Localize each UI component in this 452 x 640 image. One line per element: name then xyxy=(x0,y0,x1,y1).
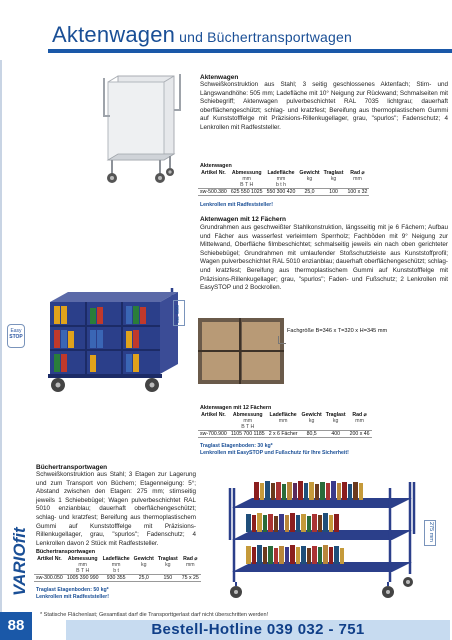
col-artikel: Artikel Nr. xyxy=(201,170,226,176)
unit-cell: mm xyxy=(243,418,253,424)
product1-table-title: Aktenwagen xyxy=(200,163,232,169)
product2-height-tag xyxy=(173,300,185,326)
subunit-cell: B T H xyxy=(240,182,254,188)
cell-gewicht: 25,0 xyxy=(132,575,156,582)
col-abmessung: Abmessung xyxy=(231,170,262,176)
product2-note2: Lenkrollen mit EasySTOP und Fußschutz für Ihre Sicherheit! xyxy=(200,450,349,456)
footnote: * Statische Flächenlast; Gesamtlast darf die Transporttgerlast darf nicht überschritten werden! xyxy=(40,612,269,618)
cell-abmessung: 1105 700 1185 xyxy=(230,431,265,437)
page-title xyxy=(52,22,352,48)
blue-12-compartment-cart-image xyxy=(40,286,190,394)
product3-table-title: Büchertransportwagen xyxy=(36,549,96,555)
product2-table-title: Aktenwagen mit 12 Fächern xyxy=(200,405,272,411)
col-traglast: Traglast xyxy=(325,412,346,418)
cell-ladeflaeche: 2 x 6 Fächer xyxy=(268,431,298,437)
unit-cell: mm xyxy=(78,562,88,568)
col-artikel: Artikel Nr. xyxy=(201,412,226,418)
header-rule xyxy=(48,49,452,53)
cell-traglast: 400 xyxy=(324,431,348,438)
unit-cell: kg xyxy=(332,418,339,424)
product3-note1: Traglast Etagenboden: 50 kg* xyxy=(36,587,109,593)
cell-abmessung: 625 550 1025 xyxy=(230,189,263,195)
product1-title: Aktenwagen xyxy=(200,74,239,81)
product3-description: Schweißkonstruktion aus Stahl; 3 Etagen zur Lagerung und zum Transport von Büchern; Etagenneigung: 5°; Abstand zwischen den Etagen: 275 mm; stirnseitig jeweils 1 Schiebebügel; Wagen pulverbeschichtet RAL 5010 enzianblau; dauerhaft oberflächengeschützt; schlag- und kratzfest; Bereifung aus thermoplastischem Gummi auf Kunststofffelge mit Präzisions-Rillenkugellager, grau, "spurlos"; Fadenschutz; 4 Lenkrollen davon 2 Stück mit Radfeststeller. xyxy=(36,471,196,547)
brand-logo xyxy=(8,516,30,596)
subunit-cell: B T H xyxy=(241,424,255,430)
product1-note: Lenkrollen mit Radfeststeller! xyxy=(200,202,273,208)
grey-file-cart-image xyxy=(100,70,190,188)
table-row xyxy=(34,575,201,582)
unit-cell: mm xyxy=(278,418,288,424)
unit-cell: kg xyxy=(306,176,313,182)
col-gewicht: Gewicht xyxy=(301,412,322,418)
badge-line1: Easy xyxy=(10,328,22,334)
sidebar-strip xyxy=(0,60,2,620)
product3-height-label: 275 mm xyxy=(428,522,434,542)
col-rad: Rad ⌀ xyxy=(350,170,365,176)
easystop-badge-icon xyxy=(7,324,25,348)
cell-gewicht: 25,0 xyxy=(297,189,321,196)
fach-pointer xyxy=(278,336,286,344)
unit-cell: mm xyxy=(355,418,364,424)
unit-cell: mm xyxy=(242,176,252,182)
cell-abmessung: 1005 390 990 xyxy=(66,575,99,581)
unit-cell: kg xyxy=(330,176,337,182)
col-traglast: Traglast xyxy=(323,170,344,176)
product3-table xyxy=(34,556,201,582)
brand-text: VARIOfit xyxy=(10,527,29,596)
cell-traglast: 150 xyxy=(156,575,180,582)
col-artikel: Artikel Nr. xyxy=(37,556,62,562)
col-rad: Rad ⌀ xyxy=(352,412,367,418)
product2-description: Grundrahmen aus geschweißter Stahlkonstruktion, längsseitig mit je 6 Fächern; Aufbau und Fächer aus wasserfest verleimtem Sperrholz; Fachböden mit 9° Neigung zur Mittelwand, Oberfläche filmbeschichtet; schmalseitig jeweils ein nach oben gerichteter Schiebebügel; Grundrahmen mit umlaufender Stoßschutzleiste aus Kunststoffprofil; Wagen pulverbeschichtet RAL 5010 enzianblau; dauerhaft oberflächengeschützt; schlag- und kratzfest; Bereifung aus thermoplastischem Gummi auf Kunststofffelge mit Präzisions-Rillenkugellager; grau, "spurlos"; Faden- und Fußschutz; 2 Lenkrollen mit EasySTOP und 2 Bockrollen. xyxy=(200,224,448,292)
col-gewicht: Gewicht xyxy=(299,170,320,176)
product1-table xyxy=(198,170,369,196)
product3-title: Büchertransportwagen xyxy=(36,464,108,471)
unit-cell: kg xyxy=(308,418,315,424)
product2-title: Aktenwagen mit 12 Fächern xyxy=(200,216,286,223)
cell-ladeflaeche: 550 300 420 xyxy=(266,189,296,195)
compartment-detail-image xyxy=(196,316,286,386)
unit-cell: kg xyxy=(141,562,147,568)
unit-cell: kg xyxy=(165,562,171,568)
product2-table xyxy=(198,412,372,438)
product3-height-tag xyxy=(424,520,436,546)
product1-description: Schweißkonstruktion aus Stahl; 3 seitig geschlossenes Aktenfach; Stirn- und Längswandhöhe: 505 mm; Ladefläche mit 10° Neigung zur Rückwand; Schmalseiten mit Schiebegriff; Aktenwagen pulverbeschichtet RAL 7035 lichtgrau; dauerhaft oberflächengeschützt; schlag- und kratzfest; Bereifung aus thermoplastischem Gummi auf Kunststofffelge mit Präzisions-Rillenkugellager, grau, "spurlos"; Fadenschutz; 4 Lenkrollen mit Radfeststeller. xyxy=(200,81,448,131)
hotline-banner xyxy=(66,620,450,640)
page-number: 88 xyxy=(0,612,32,640)
subunit-cell: B T H xyxy=(76,568,90,574)
unit-cell: mm xyxy=(111,562,121,568)
col-abmessung: Abmessung xyxy=(67,556,98,562)
cell-traglast: 100 xyxy=(322,189,346,196)
product2-note1: Traglast Etagenboden: 30 kg* xyxy=(200,443,273,449)
col-abmessung: Abmessung xyxy=(232,412,263,418)
col-traglast: Traglast xyxy=(157,556,178,562)
col-gewicht: Gewicht xyxy=(133,556,154,562)
col-ladeflaeche: Ladefläche xyxy=(267,170,295,176)
unit-cell: mm xyxy=(353,176,362,182)
badge-line2: STOP xyxy=(9,334,23,340)
cell-artikel: sw-700.900 xyxy=(200,431,227,437)
subunit-cell: b t h xyxy=(275,182,287,188)
col-ladeflaeche: Ladefläche xyxy=(269,412,297,418)
unit-cell: mm xyxy=(276,176,286,182)
cell-artikel: sw-500.380 xyxy=(200,189,227,195)
page-title-main: Aktenwagen xyxy=(52,22,176,47)
cell-rad: 100 x 32 xyxy=(347,189,368,195)
col-rad: Rad ⌀ xyxy=(183,556,198,562)
subunit-cell: b t xyxy=(113,568,119,574)
table-row xyxy=(198,431,372,438)
cell-ladeflaeche: 930 355 xyxy=(101,575,132,582)
cell-rad: 200 x 46 xyxy=(349,431,370,437)
product2-height-label: ca. 660 xyxy=(175,304,181,323)
cell-rad: 75 x 25 xyxy=(181,575,199,581)
product3-note2: Lenkrollen mit Radfeststeller! xyxy=(36,594,109,600)
cell-gewicht: 80,5 xyxy=(300,431,324,438)
blue-book-cart-image xyxy=(224,478,420,604)
hotline-text: Bestell-Hotline 039 032 - 751 xyxy=(151,621,365,638)
page-title-sub: und Büchertransportwagen xyxy=(179,29,353,45)
table-row xyxy=(198,189,369,196)
unit-cell: mm xyxy=(185,562,195,568)
fach-size-label: Fachgröße B=346 x T=320 x H=345 mm xyxy=(287,328,388,334)
cell-artikel: sw-300.050 xyxy=(36,575,63,581)
col-ladeflaeche: Ladefläche xyxy=(102,556,130,562)
